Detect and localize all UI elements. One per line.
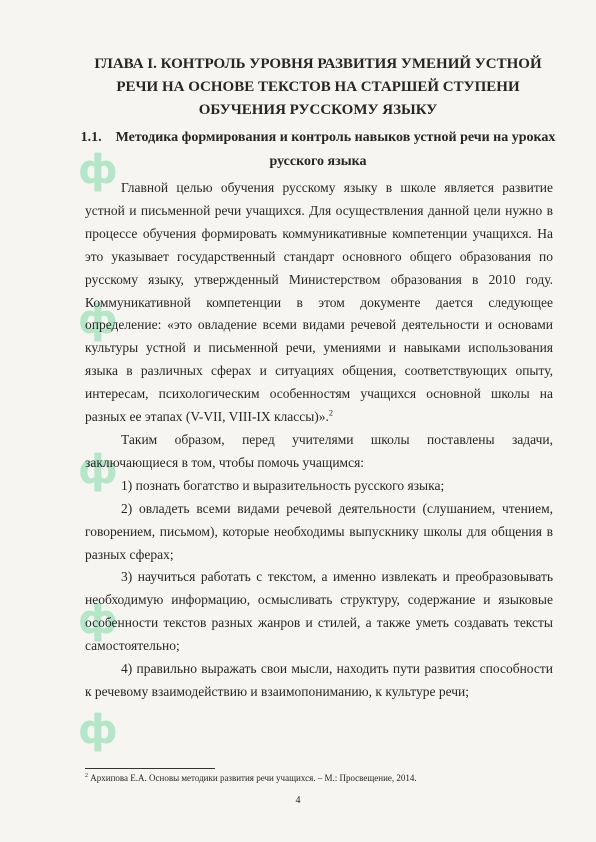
footnote-divider [85, 768, 215, 769]
footnote-text: Архипова Е.А. Основы методики развития речи учащихся. – М.: Просвещение, 2014. [90, 773, 417, 783]
footnote [85, 772, 555, 784]
watermark-glyph: ф [78, 597, 118, 643]
list-item: 2) овладеть всеми видами речевой деятельности (слушанием, чтением, говорением, письмом), которые необходимы выпускнику школы для общения в разных сферах; [85, 500, 553, 562]
list-item: 3) научиться работать с текстом, а именно извлекать и преобразовывать необходимую информацию, осмысливать структуру, содержание и языковые особенности текстов разных жанров и стилей, а также уметь создавать тексты самостоятельно; [85, 569, 553, 654]
watermark-glyph: ф [78, 297, 118, 343]
watermark-glyph: ф [78, 147, 118, 193]
section-heading [80, 126, 556, 174]
footnote-marker: 2 [85, 773, 88, 779]
watermark-glyph: ф [78, 707, 118, 753]
chapter-title: ГЛАВА I. КОНТРОЛЬ УРОВНЯ РАЗВИТИЯ УМЕНИЙ УСТНОЙ РЕЧИ НА ОСНОВЕ ТЕКСТОВ НА СТАРШЕЙ СТУПЕНИ ОБУЧЕНИЯ РУССКОМУ ЯЗЫКУ [94, 56, 542, 118]
paragraph [85, 177, 553, 429]
paragraph-text: Главной целью обучения русскому языку в школе является развитие устной и письменной речи учащихся. Для осуществления данной цели нужно в процессе обучения формировать коммуникативные компетенции учащихся. На это указывает государственный стандарт основного общего образования по русскому языку, утвержденный Министерством образования в 2010 году. Коммуникативной компетенции в этом документе дается следующее определение: «это овладение всеми видами речевой деятельности и основами культуры устной и письменной речи, умениями и навыками использования языка в различных сферах и ситуациях общения, соответствующих опыту, интересам, психологическим особенностям учащихся основной школы на разных ее этапах (V-VII, VIII-IX классы)». [85, 180, 553, 425]
body-text [85, 177, 553, 704]
page-number: 4 [295, 795, 301, 806]
section-number: 1.1. [80, 130, 102, 145]
list-item: 4) правильно выражать свои мысли, находить пути развития способности к речевому взаимодействию и взаимопониманию, к культуре речи; [85, 661, 553, 699]
footnote-reference[interactable]: 2 [328, 408, 333, 418]
list-item: 1) познать богатство и выразительность русского языка; [121, 477, 445, 493]
watermark [78, 707, 138, 753]
paragraph: Таким образом, перед учителями школы поставлены задачи, заключающиеся в том, чтобы помочь учащимся: [85, 431, 553, 470]
watermark-glyph: ф [78, 447, 118, 493]
section-title: Методика формирования и контроль навыков устной речи на уроках русского языка [115, 130, 556, 169]
